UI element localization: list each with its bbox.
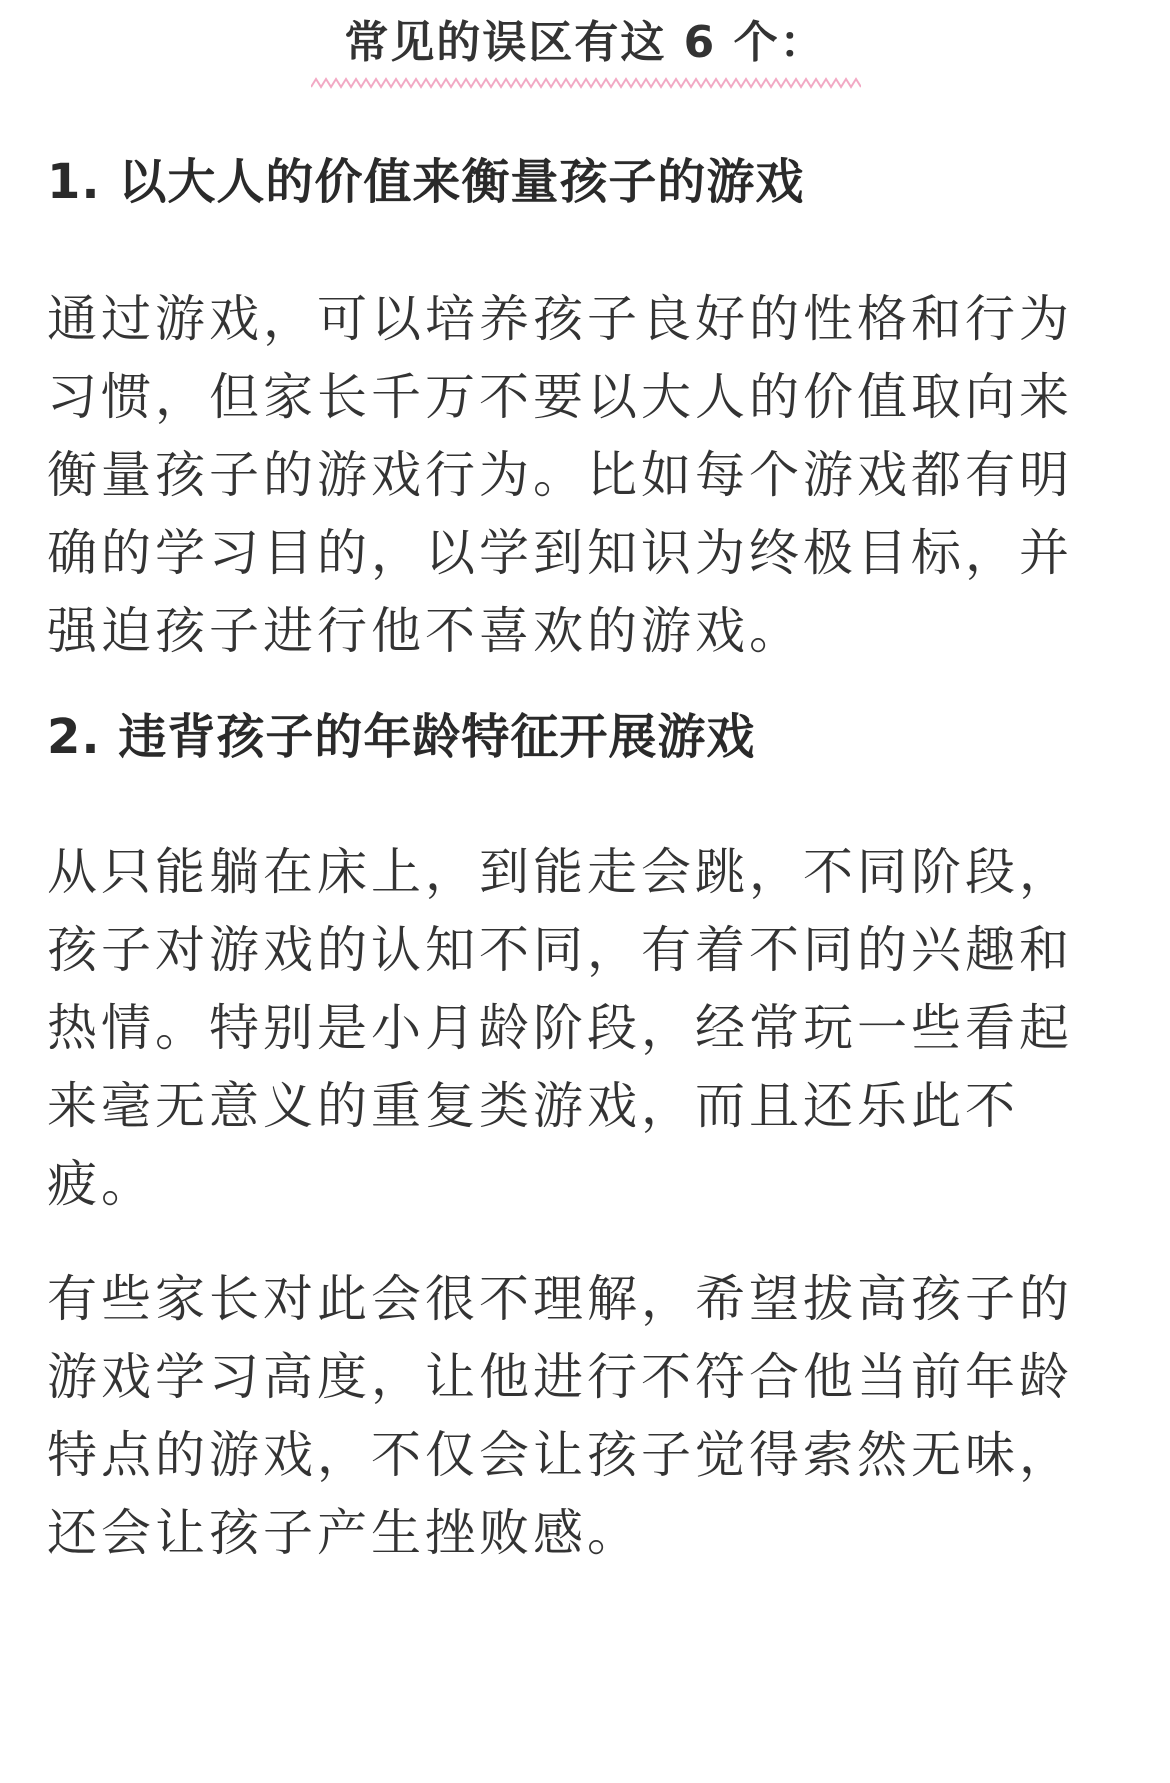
paragraph-1 xyxy=(47,280,1132,670)
paragraph-line: 来毫无意义的重复类游戏，而且还乐此不 xyxy=(47,1077,1019,1135)
paragraph-line: 还会让孩子产生挫败感。 xyxy=(47,1504,641,1562)
paragraph-line: 热情。特别是小月龄阶段，经常玩一些看起 xyxy=(47,999,1073,1057)
section-title-1: 1. 以大人的价值来衡量孩子的游戏 xyxy=(47,154,805,210)
paragraph-line: 习惯，但家长千万不要以大人的价值取向来 xyxy=(47,368,1073,426)
paragraph-line: 衡量孩子的游戏行为。比如每个游戏都有明 xyxy=(47,446,1073,504)
section-title-2: 2. 违背孩子的年龄特征开展游戏 xyxy=(47,709,756,765)
paragraph-line: 疲。 xyxy=(47,1155,155,1213)
zigzag-divider xyxy=(311,76,861,90)
paragraph-line: 通过游戏，可以培养孩子良好的性格和行为 xyxy=(47,290,1073,348)
paragraph-line: 孩子对游戏的认知不同，有着不同的兴趣和 xyxy=(47,921,1073,979)
paragraph-line: 有些家长对此会很不理解，希望拔高孩子的 xyxy=(47,1270,1073,1328)
article-heading: 常见的误区有这 6 个： xyxy=(344,17,826,68)
paragraph-line: 特点的游戏，不仅会让孩子觉得索然无味， xyxy=(47,1426,1073,1484)
paragraph-line: 强迫孩子进行他不喜欢的游戏。 xyxy=(47,602,803,660)
paragraph-2 xyxy=(47,833,1132,1223)
heading-wrap xyxy=(0,8,1170,78)
paragraph-line: 从只能躺在床上，到能走会跳，不同阶段， xyxy=(47,843,1073,901)
paragraph-line: 游戏学习高度，让他进行不符合他当前年龄 xyxy=(47,1348,1073,1406)
paragraph-line: 确的学习目的，以学到知识为终极目标，并 xyxy=(47,524,1073,582)
paragraph-3 xyxy=(47,1260,1132,1572)
